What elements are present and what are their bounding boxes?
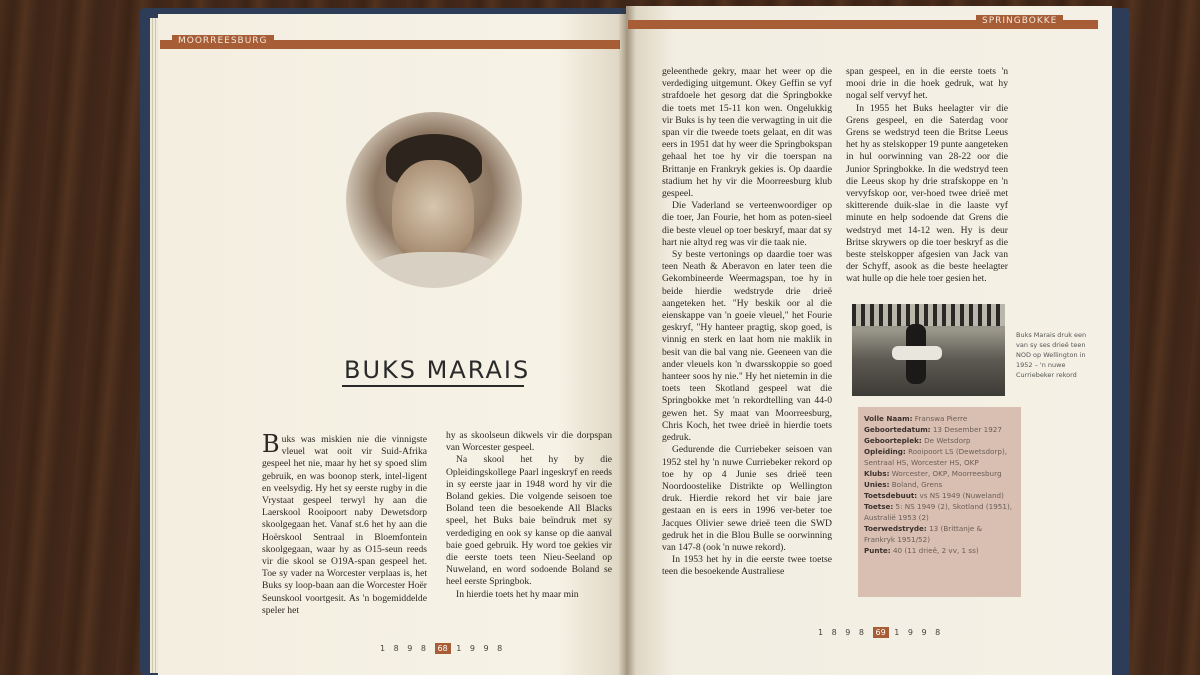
info-value: Rooipoort LS (Dewetsdorp), Sentraal HS, Worcester HS, OKP — [864, 447, 1008, 467]
info-key: Toerwedstryde: — [864, 524, 927, 533]
book-gutter — [618, 6, 636, 675]
paragraph: geleenthede gekry, maar het weer op die verdediging uitgemunt. Okey Geffin se vyf strafdoele het gesorg dat die Springbokke die toets met 15-11 kon wen. Ongelukkig vir Buks is hy teen die verwagting in uit die span vir die tweede toets gelaat, en dit was eers in 1951 dat hy weer die Springbokspan gehaal het toe hy vir die toerspan na Brittanje en Frankryk gekies is. Op daardie stadium het hy vir die Moorreesburg klub gespeel. — [662, 66, 832, 200]
info-key: Toetsdebuut: — [864, 491, 918, 500]
right-folio — [818, 628, 943, 637]
portrait-photo-icon — [346, 112, 522, 288]
player-info-box — [858, 407, 1021, 597]
photo-player-shorts — [892, 346, 942, 360]
drop-cap: B — [262, 430, 280, 458]
right-column-2 — [846, 66, 1008, 286]
info-value: Worcester, OKP, Moorreesburg — [891, 469, 1002, 478]
right-column-1 — [662, 66, 832, 579]
info-row — [864, 545, 1015, 556]
paragraph: Gedurende die Curriebeker seisoen van 1952 stel hy 'n nuwe Curriebeker rekord op toe hy op 4 Junie ses drieë teen Noordoostelike Distrikte op Wellington druk. Hierdie rekord het vir baie jare gestaan en is eers in 1996 ver-beter toe Jacques Olivier sewe drieë teen die SWD gedruk het in die Blou Bulle se oorwinning van 147-8 (ook 'n nuwe rekord). — [662, 444, 832, 553]
info-key: Geboortedatum: — [864, 425, 931, 434]
info-key: Toetse: — [864, 502, 894, 511]
info-row — [864, 479, 1015, 490]
paragraph: Na skool het hy by die Opleidingskollege Paarl ingeskryf en reeds in sy eerste jaar in 1948 word hy vir die Boland gekies. Die volgende seisoen toe Boland teen die besoekende All Blacks speel, het Buks baie beïndruk met sy verdediging en ook sy kanse op die aanval baie goed gebruik. Hy word toe gekies vir die eerste toets teen Nieu-Seeland op Nuweland, en word sodoende Boland se heel eerste Springbok. — [446, 454, 612, 588]
left-column-2 — [446, 430, 612, 601]
info-row — [864, 490, 1015, 501]
info-key: Punte: — [864, 546, 891, 555]
info-value: 40 (11 drieë, 2 vv, 1 ss) — [892, 546, 979, 555]
page-number: 68 — [435, 643, 451, 654]
folio-end-year: 1 9 9 8 — [456, 644, 506, 653]
info-row — [864, 413, 1015, 424]
paragraph: Sy beste vertonings op daardie toer was teen Neath & Aberavon en later teen die Gekombineerde Weermagspan, toe hy in beide hierdie wedstryde drie drieë aangeteken het. "Hy beskik oor al die eienskappe van 'n goeie vleuel," het Fourie geskryf, "Hy hanteer pragtig, skop goed, is vinnig en sterk en laat hom nie maklik in besit van die bal vang nie. Geeneen van die ander vleuels kon 'n dwarsskoppie so goed hanteer soos hy nie." Hy het nietemin in die toets teen Skotland gespeel wat die Springbokke met 'n rekordtelling van 44-0 gewen het. Sy maat van Moorreesburg, Chris Koch, het twee drieë in hierdie toets gedruk. — [662, 249, 832, 444]
info-key: Opleiding: — [864, 447, 906, 456]
page-number: 69 — [873, 627, 889, 638]
portrait-shirt — [366, 252, 506, 288]
info-row — [864, 501, 1015, 523]
title-underline — [342, 385, 524, 387]
folio-start-year: 1 8 9 8 — [818, 628, 867, 637]
portrait-face — [392, 160, 474, 264]
info-value: De Wetsdorp — [924, 436, 971, 445]
info-key: Unies: — [864, 480, 890, 489]
info-row — [864, 424, 1015, 435]
info-row — [864, 446, 1015, 468]
folio-end-year: 1 9 9 8 — [894, 628, 944, 637]
paragraph: In 1953 het hy in die eerste twee toetse teen die besoekende Australiese — [662, 554, 832, 578]
paragraph: span gespeel, en in die eerste toets 'n mooi drie in die hoek gedruk, wat hy nogal self vervyf het. — [846, 66, 1008, 102]
paragraph-text: uks was miskien nie die vinnigste vleuel wat ooit vir Suid-Afrika gespeel het nie, maar hy het sy spoed slim gebruik, en was boonop sterk, intel-ligent en veelsydig. Hy het sy eerste rugby in die Vrystaat gespeel terwyl hy aan die Laerskool Rooipoort naby Dewetsdorp skoolgegaan het. Vanaf st.6 het hy aan die Hoërskool Sentraal in Bloemfontein skoolgegaan, waar hy as O15-seun reeds vir die skool se O19A-span gespeel het. Toe sy vader na Worcester verplaas is, het Buks sy loop-baan aan die Worcester Hoër Seunskool voortgesit. As 'n bogemiddelde speler het — [262, 434, 427, 616]
info-value: 5: NS 1949 (2), Skotland (1951), Australië 1953 (2) — [864, 502, 1013, 522]
photo-crowd — [852, 304, 1005, 326]
folio-start-year: 1 8 9 8 — [380, 644, 429, 653]
info-key: Volle Naam: — [864, 414, 913, 423]
info-value: 13 (Brittanje & Frankryk 1951/52) — [864, 524, 983, 544]
rugby-action-photo-icon — [852, 304, 1005, 396]
article-title: BUKS MARAIS — [344, 356, 531, 384]
info-key: Geboorteplek: — [864, 436, 922, 445]
paragraph: In 1955 het Buks heelagter vir die Grens gespeel, en die Saterdag voor Grens se wedstryd teen die Britse Leeus het hy as stelskopper 19 punte aangeteken in hul oorwinning van 28-22 oor die Junior Springbokke. In die wedstryd teen die Leeus skop hy drie strafskoppe en 'n vervyfskop oor, ver-hoed twee drieë met skitterende duik-slae in die laaste vyf minute en help sodoende dat Grens die wedstryd met 14-12 wen. Hy is deur Britse skrywers op die toer beskryf as die beste stelskopper afgesien van Jack van der Schyff, asook as die beste heelagter wat hulle op die hele toer gesien het. — [846, 102, 1008, 285]
info-value: vs NS 1949 (Nuweland) — [919, 491, 1004, 500]
left-column-1 — [262, 430, 427, 617]
left-running-head: MOORREESBURG — [172, 35, 274, 47]
info-key: Klubs: — [864, 469, 890, 478]
paragraph: hy as skoolseun dikwels vir die dorpspan van Worcester gespeel. — [446, 430, 612, 454]
paragraph — [262, 430, 427, 617]
right-running-head: SPRINGBOKKE — [976, 15, 1063, 27]
paragraph: Die Vaderland se verteenwoordiger op die toer, Jan Fourie, het hom as poten-sieel die beste vleuel op toer beskryf, maar dat sy hart nie altyd reg was vir die taak nie. — [662, 200, 832, 248]
photo-caption: Buks Marais druk een van sy ses drieë teen NOD op Wellington in 1952 – 'n nuwe Curriebeker rekord — [1016, 331, 1087, 379]
info-row — [864, 523, 1015, 545]
info-value: Boland, Grens — [891, 480, 943, 489]
paragraph: In hierdie toets het hy maar min — [456, 588, 579, 600]
info-row — [864, 468, 1015, 479]
info-value: Franswa Pierre — [914, 414, 968, 423]
info-row — [864, 435, 1015, 446]
left-folio — [380, 644, 505, 653]
info-value: 13 Desember 1927 — [932, 425, 1002, 434]
